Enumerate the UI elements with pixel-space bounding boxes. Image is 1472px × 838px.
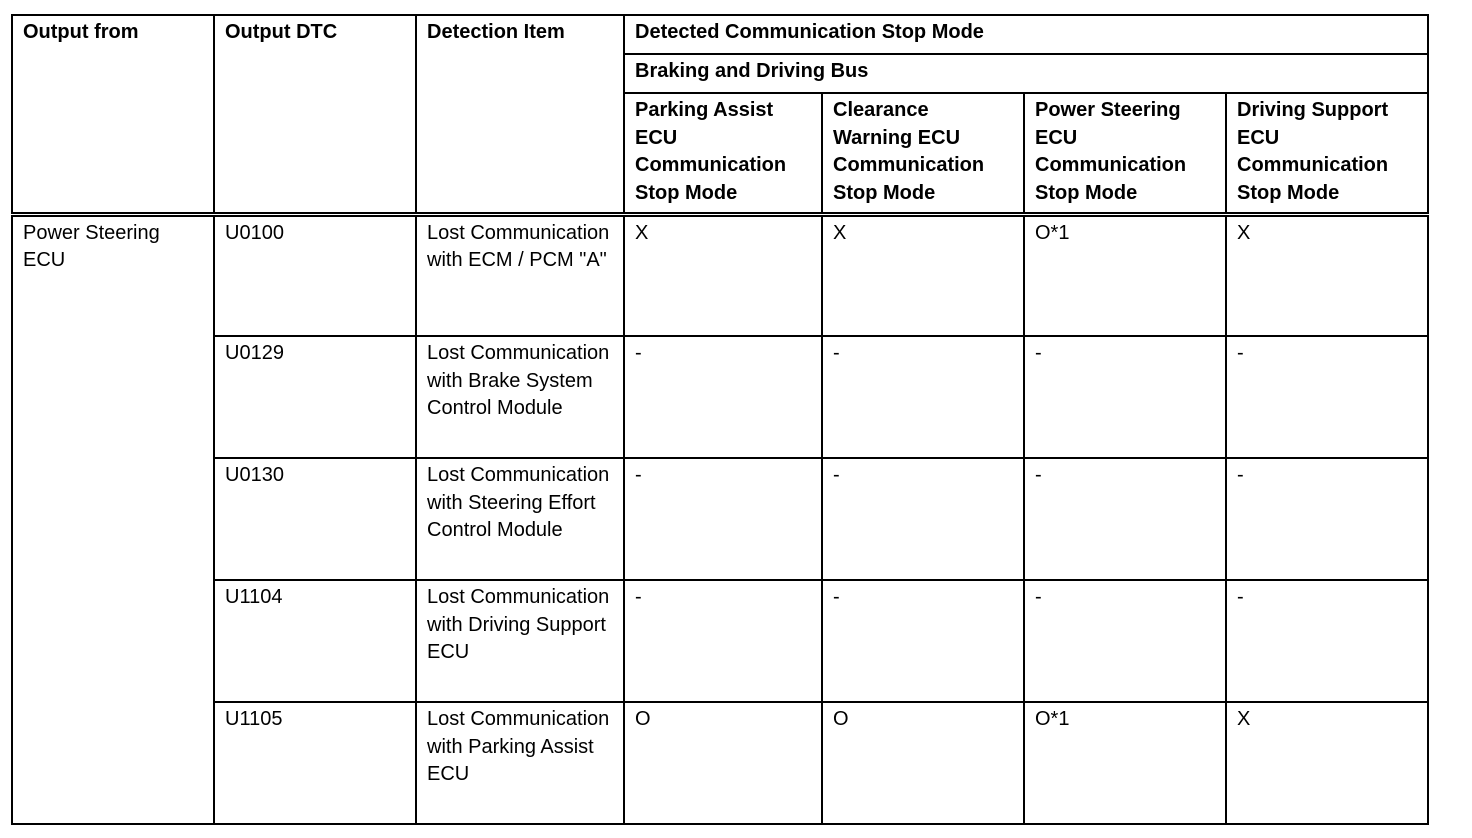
header-mode-parking-assist: Parking Assist ECU Communication Stop Mode (624, 93, 822, 214)
mode-value-cell: - (624, 580, 822, 702)
header-output-dtc: Output DTC (214, 15, 416, 214)
mode-value-cell: - (1226, 458, 1428, 580)
header-detected-mode: Detected Communication Stop Mode (624, 15, 1428, 54)
mode-value-cell: O (822, 702, 1024, 824)
mode-value-cell: X (822, 214, 1024, 336)
header-mode-power-steering: Power Steering ECU Communication Stop Mode (1024, 93, 1226, 214)
header-mode-driving-support: Driving Support ECU Communication Stop Mode (1226, 93, 1428, 214)
mode-value-cell: - (1024, 580, 1226, 702)
dtc-cell: U0129 (214, 336, 416, 458)
mode-value-cell: - (1024, 458, 1226, 580)
detection-item-cell: Lost Communication with Driving Support ECU (416, 580, 624, 702)
communication-stop-mode-table (11, 14, 1429, 825)
header-output-from: Output from (12, 15, 214, 214)
mode-value-cell: - (624, 458, 822, 580)
mode-value-cell: - (822, 336, 1024, 458)
header-detection-item: Detection Item (416, 15, 624, 214)
mode-value-cell: - (1226, 580, 1428, 702)
dtc-cell: U1105 (214, 702, 416, 824)
output-from-cell: Power Steering ECU (12, 214, 214, 824)
detection-item-cell: Lost Communication with ECM / PCM "A" (416, 214, 624, 336)
header-mode-clearance-warning: Clearance Warning ECU Communication Stop Mode (822, 93, 1024, 214)
mode-value-cell: O*1 (1024, 214, 1226, 336)
table-row (12, 702, 1428, 824)
mode-value-cell: X (1226, 214, 1428, 336)
mode-value-cell: - (822, 458, 1024, 580)
detection-item-cell: Lost Communication with Brake System Control Module (416, 336, 624, 458)
mode-value-cell: O (624, 702, 822, 824)
header-bus: Braking and Driving Bus (624, 54, 1428, 93)
table-row (12, 580, 1428, 702)
mode-value-cell: X (1226, 702, 1428, 824)
mode-value-cell: - (624, 336, 822, 458)
dtc-cell: U0130 (214, 458, 416, 580)
mode-value-cell: - (1024, 336, 1226, 458)
mode-value-cell: O*1 (1024, 702, 1226, 824)
dtc-cell: U1104 (214, 580, 416, 702)
detection-item-cell: Lost Communication with Steering Effort Control Module (416, 458, 624, 580)
mode-value-cell: - (1226, 336, 1428, 458)
table-row (12, 214, 1428, 336)
table-row (12, 458, 1428, 580)
table-row (12, 336, 1428, 458)
detection-item-cell: Lost Communication with Parking Assist ECU (416, 702, 624, 824)
mode-value-cell: X (624, 214, 822, 336)
dtc-cell: U0100 (214, 214, 416, 336)
mode-value-cell: - (822, 580, 1024, 702)
